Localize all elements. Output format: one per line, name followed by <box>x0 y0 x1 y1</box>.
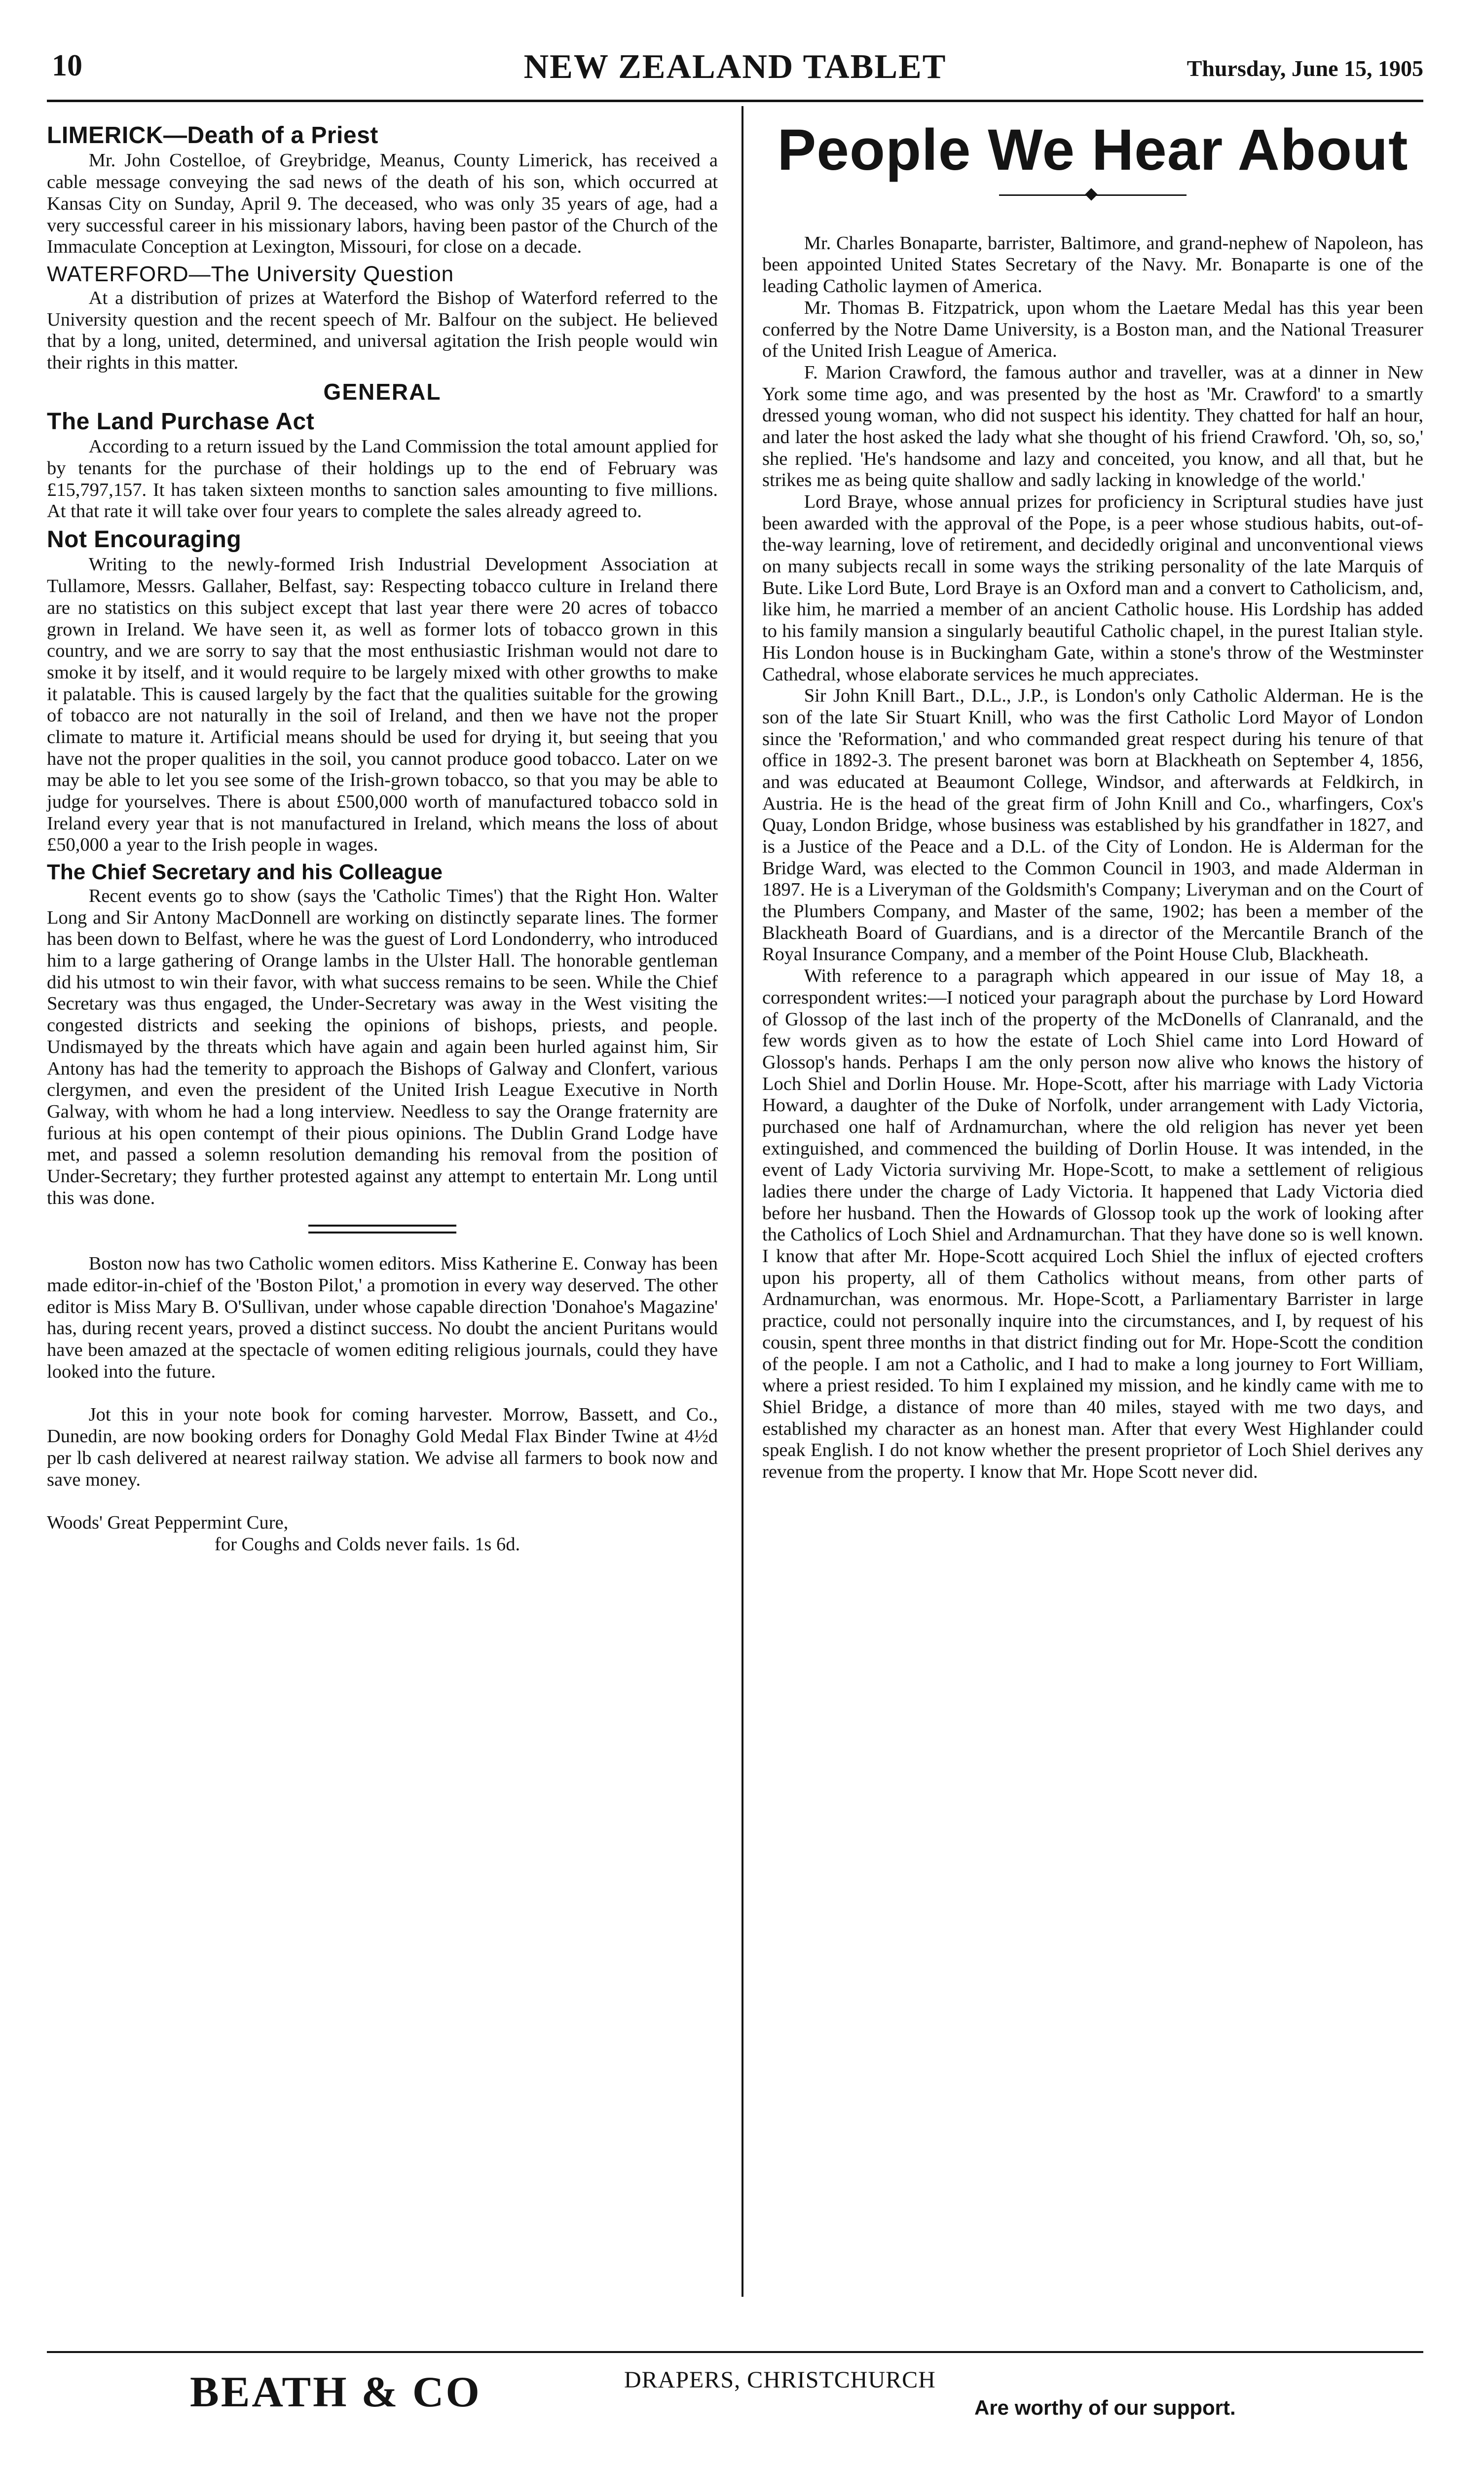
newspaper-page <box>47 44 1423 2457</box>
left-column <box>47 118 718 1556</box>
general-heading: GENERAL <box>323 378 442 405</box>
footer-rule <box>47 2351 1423 2353</box>
limerick-heading: LIMERICK—Death of a Priest <box>47 122 378 149</box>
footer-advert <box>47 2363 1423 2447</box>
waterford-article: At a distribution of prizes at Waterford the Bishop of Waterford referred to the University question and the recent speech of Mr. Balfour on the subject. He believed that by a long, united, determined, and universal agitation the Irish people would win their rights in this matter. <box>47 287 718 373</box>
binder-twine-advert: Jot this in your note book for coming harvester. Morrow, Bassett, and Co., Dunedin, are now booking orders for Donaghy Gold Medal Flax Binder Twine at 4½d per lb cash delivered at nearest railway station. We advise all farmers to book now and save money. <box>47 1404 718 1490</box>
issue-date: Thursday, June 15, 1905 <box>1187 56 1423 81</box>
bonaparte-paragraph: Mr. Charles Bonaparte, barrister, Baltimore, and grand-nephew of Napoleon, has been appointed United States Secretary of the Navy. Mr. Bonaparte is one of the leading Catholic laymen of America. <box>762 232 1423 297</box>
chief-secretary-heading: The Chief Secretary and his Colleague <box>47 860 443 885</box>
advertiser-name: BEATH & CO <box>190 2368 482 2416</box>
waterford-heading: WATERFORD—The University Question <box>47 262 454 286</box>
land-purchase-article: According to a return issued by the Land Commission the total amount applied for by tenants for the purchase of their holdings up to the end of February was £15,797,157. It has taken sixteen months to sanction sales amounting to five millions. At that rate it will take over four years to complete the sales already agreed to. <box>47 436 718 522</box>
tobacco-article: Writing to the newly-formed Irish Industrial Development Association at Tullamore, Messrs. Gallaher, Belfast, say: Respecting tobacco culture in Ireland there are no statistics on this subject except that last year there were 20 acres of tobacco grown in Ireland. We have seen it, as well as former lots of tobacco grown in this country, and we are sorry to say that the most enthusiastic Irishman would not dare to smoke it by itself, and it would require to be largely mixed with other growths to make it palatable. This is caused largely by the fact that the qualities suitable for the growing of tobacco are not naturally in the soil of Ireland, and then we have not the proper climate to mature it. Artificial means should be used for drying it, but seeing that you have not the proper qualities in the soil, you cannot produce good tobacco. Later on we may be able to let you see some of the Irish-grown tobacco, so that you may be able to judge for yourselves. There is about £500,000 worth of manufactured tobacco sold in Ireland every year that is not manufactured in Ireland, which means the loss of about £50,000 a year to the Irish people in wages. <box>47 554 718 856</box>
column-divider <box>742 106 743 2297</box>
page-number: 10 <box>52 49 82 82</box>
knill-paragraph: Sir John Knill Bart., D.L., J.P., is London's only Catholic Alderman. He is the son of the late Sir Stuart Knill, who was the first Catholic Lord Mayor of London since the 'Reformation,' and who commanded great respect during his tenure of that office in 1892-3. The present baronet was born at Blackheath on September 4, 1856, and was educated at Beaumont College, Windsor, and afterwards at Feldkirch, in Austria. He is the head of the great firm of John Knill and Co., wharfingers, Cox's Quay, London Bridge, whose business was established by his grandfather in 1827, and is a Justice of the Peace and a D.L. of the City of London. He is Alderman for the Bridge Ward, was elected to the Common Council in 1903, and made Alderman in 1897. He is a Liveryman of the Goldsmith's Company; Liveryman and on the Court of the Plumbers Company, and Master of the same, 1902; has been a member of the Blackheath Board of Guardians, and is a director of the Mercantile Branch of the Royal Insurance Company, and a member of the Point House Club, Blackheath. <box>762 685 1423 965</box>
section-separator <box>308 1225 456 1234</box>
header-rule <box>47 100 1423 102</box>
loch-shiel-paragraph: With reference to a paragraph which appeared in our issue of May 18, a correspondent writes:—I noticed your paragraph about the purchase by Lord Howard of Glossop of the last inch of the property of the McDonells of Clanranald, and the few words given as to how the estate of Loch Shiel came into Lord Howard of Glossop's hands. Perhaps I am the only person now alive who knows the history of Loch Shiel and Dorlin House. Mr. Hope-Scott, after his marriage with Lady Victoria Howard, a daughter of the Duke of Norfolk, under arrangement with Lady Victoria, purchased one half of Ardnamurchan, where the old religion has never yet been extinguished, and commenced the building of Dorlin House. It was intended, in the event of Lady Victoria surviving Mr. Hope-Scott, to make a settlement of religious ladies there under the charge of Lady Victoria. It happened that Lady Victoria died before her husband. Then the Howards of Glossop took up the work of looking after the Catholics of Loch Shiel and Ardnamurchan. That they have done so is well known. I know that after Mr. Hope-Scott acquired Loch Shiel the influx of ejected crofters upon his property, all of them Catholics without means, from other parts of Ardnamurchan, was enormous. Mr. Hope-Scott, a Parliamentary Barrister in large practice, could not personally inquire into the circumstances, and I, by request of his cousin, spent three months in that district finding out for Mr. Hope-Scott the condition of the people. I am not a Catholic, and I had to make a long journey to Fort William, where a priest resided. To him I explained my mission, and he kindly came with me to Shiel Bridge, a distance of more than 40 miles, stayed with me two days, and established my character as an honest man. After that every West Highlander could speak English. I do not know whether the present proprietor of Loch Shiel derives any revenue from the property. I know that Mr. Hope Scott never did. <box>762 966 1423 1482</box>
ornament-diamond-icon <box>1085 188 1097 200</box>
limerick-article: Mr. John Costelloe, of Greybridge, Meanus, County Limerick, has received a cable message conveying the sad news of the death of his son, which occurred at Kansas City on Sunday, April 9. The deceased, who was only 35 years of age, had a very successful career in his missionary labors, having been pastor of the Church of the Immaculate Conception at Lexington, Missouri, for close on a decade. <box>47 150 718 258</box>
land-purchase-heading: The Land Purchase Act <box>47 408 315 435</box>
title-ornament <box>999 187 1187 202</box>
peppermint-cure-line-2: for Coughs and Colds never fails. 1s 6d. <box>215 1533 520 1555</box>
advert-slogan: Are worthy of our support. <box>974 2396 1236 2419</box>
chief-secretary-article: Recent events go to show (says the 'Catholic Times') that the Right Hon. Walter Long and Sir Antony MacDonnell are working on distinctly separate lines. The former has been down to Belfast, where he was the guest of Lord Londonderry, who introduced him to a large gathering of Orange lambs in the Ulster Hall. The honorable gentleman did his utmost to win their favor, with what success remains to be seen. While the Chief Secretary was thus engaged, the Under-Secretary was away in the West visiting the congested districts and seeking the opinions of bishops, priests, and people. Undismayed by the threats which have again and again been hurled against him, Sir Antony has had the temerity to approach the Bishops of Galway and Clonfert, various clergymen, and even the president of the United Irish League Executive in North Galway, with whom he had a long interview. Needless to say the Orange fraternity are furious at his open contempt of their pious opinions. The Dublin Grand Lodge have met, and passed a solemn resolution demanding his removal from the position of Under-Secretary; they further protested against any attempt to entertain Mr. Long until this was done. <box>47 886 718 1208</box>
boston-editors-paragraph: Boston now has two Catholic women editors. Miss Katherine E. Conway has been made editor-in-chief of the 'Boston Pilot,' a promotion in every way deserved. The other editor is Miss Mary B. O'Sullivan, under whose capable direction 'Donahoe's Magazine' has, during recent years, proved a distinct success. No doubt the ancient Puritans would have been amazed at the spectacle of women editing religious journals, could they have looked into the future. <box>47 1253 718 1382</box>
crawford-paragraph: F. Marion Crawford, the famous author and traveller, was at a dinner in New York some time ago, and was presented by the host as 'Mr. Crawford' to a smartly dressed young woman, who did not suspect his identity. They chatted for half an hour, and later the host asked the lady what she thought of his friend Crawford. 'Oh, so, so,' she replied. 'He's handsome and lazy and conceited, you know, and all that, but he strikes me as being quite shallow and sadly lacking in knowledge of the world.' <box>762 362 1423 491</box>
fitzpatrick-paragraph: Mr. Thomas B. Fitzpatrick, upon whom the Laetare Medal has this year been conferred by the Notre Dame University, is a Boston man, and the National Treasurer of the United Irish League of America. <box>762 297 1423 362</box>
people-we-hear-about-title: People We Hear About <box>777 117 1409 183</box>
braye-paragraph: Lord Braye, whose annual prizes for proficiency in Scriptural studies have just been awarded with the approval of the Pope, is a peer whose studious habits, out-of-the-way learning, love of retirement, and decidedly original and unconventional views on many subjects recall in some ways the striking personality of the late Marquis of Bute. Like Lord Bute, Lord Braye is an Oxford man and a convert to Catholicism, and, like him, he married a member of an ancient Catholic house. His Lordship has added to his family mansion a singularly beautiful Catholic chapel, in the purest Italian style. His London house is in Buckingham Gate, within a stone's throw of the Westminster Cathedral, whose elaborate services he much appreciates. <box>762 491 1423 685</box>
running-header <box>47 44 1423 94</box>
right-column <box>762 118 1423 1483</box>
advertiser-trade: DRAPERS, CHRISTCHURCH <box>624 2367 936 2393</box>
peppermint-cure-line-1: Woods' Great Peppermint Cure, <box>47 1512 289 1533</box>
masthead-title: NEW ZEALAND TABLET <box>523 48 947 86</box>
tobacco-heading: Not Encouraging <box>47 526 242 553</box>
